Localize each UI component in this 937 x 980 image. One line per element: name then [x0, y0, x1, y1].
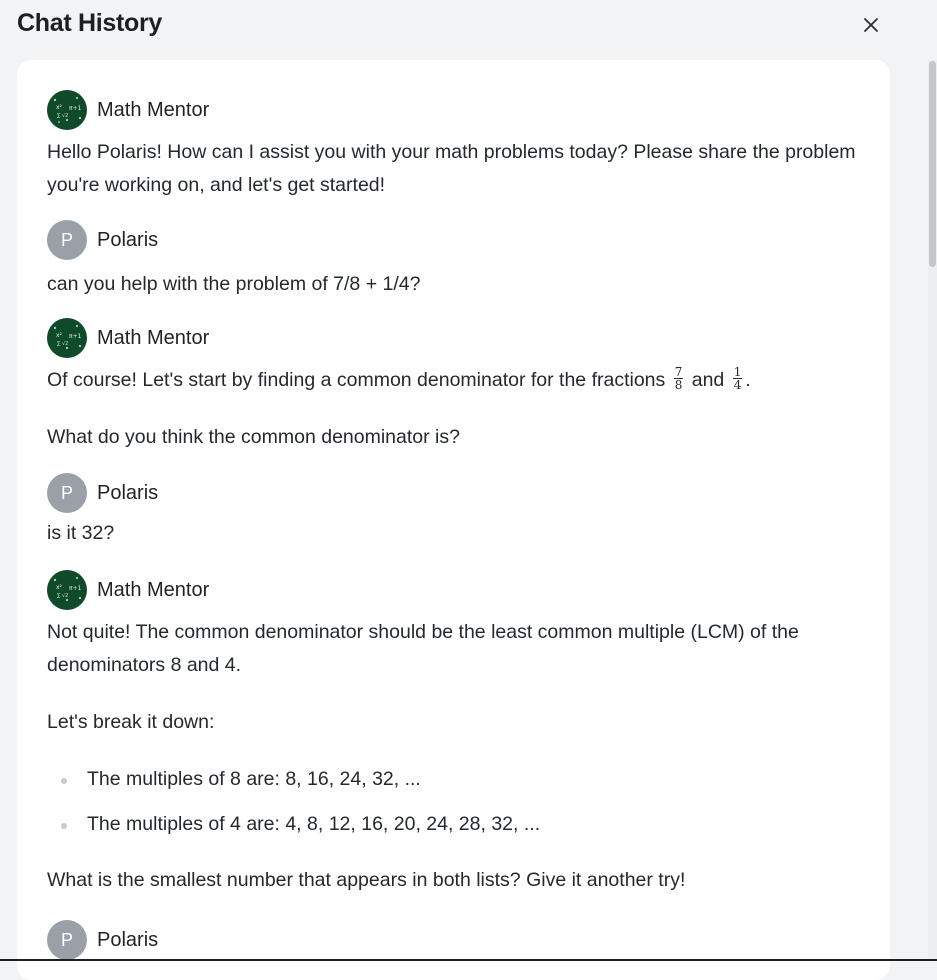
- message-user: [47, 220, 867, 301]
- message-author: [47, 473, 867, 513]
- author-name-bot: Math Mentor: [97, 578, 210, 601]
- math-mentor-avatar-icon: [47, 318, 87, 358]
- message-author: [47, 220, 867, 260]
- bullet-dot: [61, 778, 67, 784]
- svg-text:∑ √2: ∑ √2: [57, 593, 69, 599]
- text-segment: .: [745, 369, 751, 391]
- svg-text:∑ √2: ∑ √2: [57, 113, 69, 119]
- bullet-list: [47, 763, 540, 853]
- close-icon[interactable]: [858, 12, 884, 38]
- message-text: Let's break it down:: [47, 711, 215, 733]
- scrollbar-thumb[interactable]: [929, 61, 936, 267]
- svg-text:∑ √2: ∑ √2: [57, 341, 69, 347]
- chat-history-header: [0, 0, 937, 56]
- math-mentor-avatar-icon: [47, 570, 87, 610]
- message-text: [47, 364, 867, 397]
- author-name-user: Polaris: [97, 928, 159, 951]
- user-avatar: P: [47, 920, 87, 960]
- message-bot: [47, 570, 867, 891]
- svg-text:π+1: π+1: [69, 333, 82, 340]
- author-name-user: Polaris: [97, 228, 159, 251]
- message-text: Hello Polaris! How can I assist you with your math problems today? Please share the problem you're working on, and let's get started!: [47, 141, 856, 196]
- math-mentor-avatar-icon: [47, 90, 87, 130]
- svg-text:π+1: π+1: [69, 585, 82, 592]
- message-author: [47, 90, 867, 130]
- message-user: [47, 920, 867, 960]
- svg-text:x²: x²: [56, 584, 62, 591]
- message-user: [47, 473, 867, 550]
- chat-history-panel[interactable]: [17, 60, 890, 980]
- fraction-7-8: $\frac{7}{8}$: [674, 365, 683, 393]
- author-name-bot: Math Mentor: [97, 326, 210, 349]
- svg-text:π+1: π+1: [69, 105, 82, 112]
- message-bot: [47, 90, 867, 202]
- message-text: Not quite! The common denominator should be the least common multiple (LCM) of the denominators 8 and 4.: [47, 621, 799, 676]
- message-text: can you help with the problem of 7/8 + 1/4?: [47, 273, 421, 295]
- message-bot: [47, 318, 867, 454]
- author-name-user: Polaris: [97, 481, 159, 504]
- text-segment: Of course! Let's start by finding a common denominator for the fractions: [47, 369, 671, 391]
- list-item: The multiples of 4 are: 4, 8, 12, 16, 20, 24, 28, 32, ...: [47, 808, 540, 853]
- text-segment: and: [686, 369, 730, 391]
- message-author: [47, 318, 867, 358]
- svg-text:x²: x²: [56, 104, 62, 111]
- message-text: What do you think the common denominator is?: [47, 426, 460, 448]
- message-author: [47, 920, 867, 960]
- page-title: Chat History: [17, 9, 163, 37]
- list-item: The multiples of 8 are: 8, 16, 24, 32, ...: [47, 763, 540, 808]
- message-author: [47, 570, 867, 610]
- bullet-dot: [61, 823, 67, 829]
- message-text: is it 32?: [47, 522, 115, 544]
- fraction-1-4: $\frac{1}{4}$: [733, 365, 742, 393]
- author-name-bot: Math Mentor: [97, 98, 210, 121]
- svg-text:x²: x²: [56, 332, 62, 339]
- user-avatar: P: [47, 473, 87, 513]
- message-text: What is the smallest number that appears in both lists? Give it another try!: [47, 869, 686, 891]
- user-avatar: P: [47, 220, 87, 260]
